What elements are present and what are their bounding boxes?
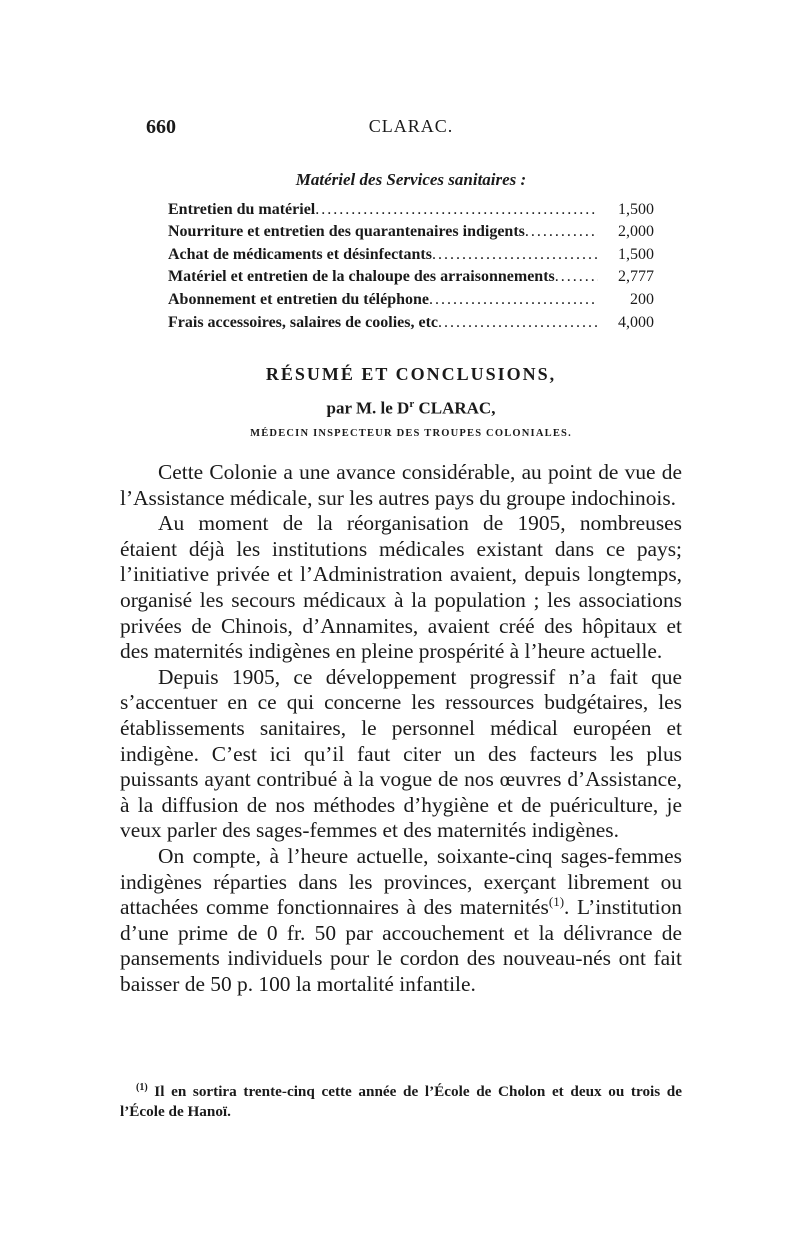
footnote — [120, 1082, 682, 1122]
dot-leader — [555, 268, 598, 286]
expense-label: Entretien du matériel — [168, 200, 316, 218]
author-title-superscript: r — [409, 398, 415, 410]
dot-leader — [429, 291, 598, 309]
running-title: CLARAC. — [368, 116, 454, 136]
expense-row — [168, 286, 654, 309]
running-head — [146, 116, 676, 140]
section-title: RÉSUMÉ ET CONCLUSIONS, — [265, 364, 557, 384]
expense-row — [168, 264, 654, 287]
paragraph: Depuis 1905, ce développement progressif n’a fait que s’accentuer en ce qui concerne les ressources budgétaires, les établissements sanitaires, le personnel médical européen et indigène. C’est ici qu’il faut citer un des facteurs les plus puissants ayant contribué à la vogue de nos œuvres d’Assistance, à la diffusion de nos méthodes d’hygiène et de puériculture, je veux parler des sages-femmes et des maternités indigènes. — [120, 664, 682, 843]
expense-row — [168, 241, 654, 264]
expense-amount: 2,000 — [618, 223, 654, 241]
expense-row — [168, 219, 654, 242]
expense-amount: 4,000 — [618, 313, 654, 331]
expense-label: Abonnement et entretien du téléphone — [168, 290, 430, 308]
paragraph-text: . L’institution d’une prime de 0 fr. 50 par accouchement et la délivrance de pansements individuels pour le cordon des nouveau-nés ont fait baisser de 50 p. 100 la mortalité infantile. — [120, 895, 682, 996]
footnote-reference: (1) — [548, 893, 565, 909]
paragraph-text: On compte, à l’heure actuelle, soixante-cinq sages-femmes indigènes réparties dans les provinces, exerçant librement ou attachées comme fonctionnaires à des maternités — [120, 843, 682, 920]
dot-leader — [438, 314, 598, 332]
expense-amount: 1,500 — [618, 200, 654, 218]
expense-label: Nourriture et entretien des quarantenaires indigents — [168, 223, 525, 241]
expense-amount: 200 — [630, 290, 654, 308]
body-text — [120, 460, 682, 997]
expense-label: Frais accessoires, salaires de coolies, etc — [168, 313, 438, 331]
paragraph — [120, 844, 682, 998]
expense-row — [168, 309, 654, 332]
footnote-number: (1) — [136, 1081, 148, 1093]
expense-amount: 2,777 — [618, 268, 654, 286]
dot-leader — [525, 223, 598, 241]
expense-table — [168, 196, 654, 332]
dot-leader — [315, 201, 598, 219]
expense-label: Matériel et entretien de la chaloupe des arraisonnements — [168, 268, 555, 286]
author-line — [146, 398, 676, 419]
expense-amount: 1,500 — [618, 245, 654, 263]
dot-leader — [432, 246, 598, 264]
expense-row — [168, 196, 654, 219]
page-number: 660 — [146, 116, 176, 138]
paragraph: Cette Colonie a une avance considérable, au point de vue de l’Assistance médicale, sur les autres pays du groupe indochinois. — [120, 460, 682, 510]
author-prefix: par M. le D — [326, 398, 410, 418]
author-name: CLARAC, — [414, 398, 496, 418]
expense-label: Achat de médicaments et désinfectants — [168, 245, 432, 263]
footnote-text: Il en sortira trente-cinq cette année de l’École de Cholon et deux ou trois de l’École de Hanoï. — [120, 1083, 682, 1120]
expense-table-heading: Matériel des Services sanitaires : — [295, 170, 527, 189]
paragraph: Au moment de la réorganisation de 1905, nombreuses étaient déjà les institutions médicales existant dans ce pays; l’initiative privée et l’Administration avaient, depuis longtemps, organisé les secours médicaux à la population ; les associations privées de Chinois, d’Annamites, avaient créé des hôpitaux et des maternités indigènes en pleine prospérité à l’heure actuelle. — [120, 511, 682, 664]
author-role: MÉDECIN INSPECTEUR DES TROUPES COLONIALES. — [250, 428, 572, 439]
